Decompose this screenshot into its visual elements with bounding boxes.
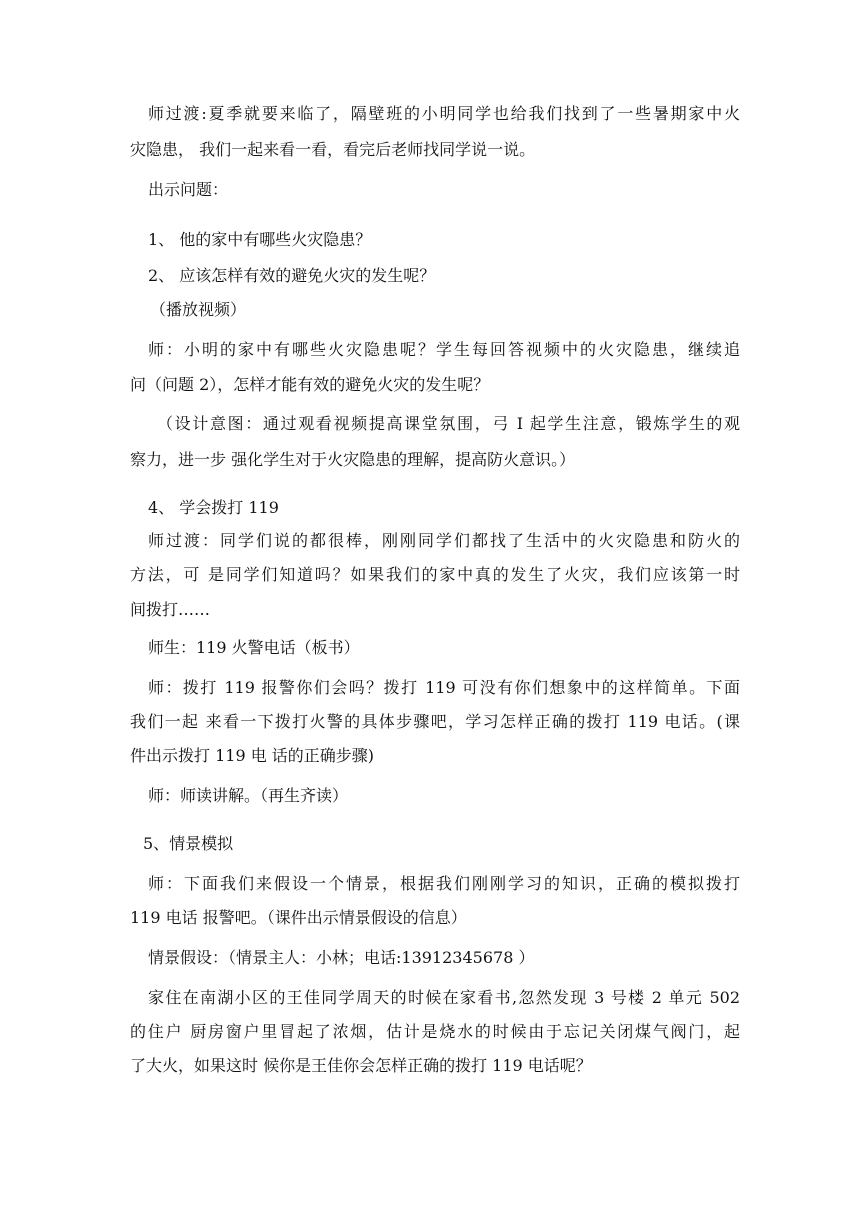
scenario-line-1: 家住在南湖小区的王佳同学周天的时候在家看书,忽然发现 3 号楼 2 单元 502 [148, 988, 740, 1007]
section-4-title: 4、 学会拨打 119 [148, 498, 279, 517]
question-2: 2、 应该怎样有效的避免火灾的发生呢？ [148, 266, 436, 285]
transition-1-line-1: 师过渡:夏季就要来临了，隔壁班的小明同学也给我们找到了一些暑期家中火 [148, 104, 740, 123]
scenario-line-3: 了大火，如果这时 候你是王佳你会怎样正确的拨打 119 电话呢？ [130, 1056, 592, 1075]
teacher-119-line-1: 师：拨打 119 报警你们会吗？拨打 119 可没有你们想象中的这样简单。下面 [148, 678, 740, 697]
transition-2-line-2: 方法，可 是同学们知道吗？如果我们的家中真的发生了火灾，我们应该第一时 [130, 565, 740, 584]
scenario-assumption: 情景假设：（情景主人：小林；电话:13912345678 ） [148, 948, 535, 967]
scenario-line-2: 的住户 厨房窗户里冒起了浓烟，估计是烧水的时候由于忘记关闭煤气阀门，起 [130, 1022, 740, 1041]
section-5-title: 5、情景模拟 [143, 834, 234, 853]
play-video-note: （播放视频） [150, 300, 247, 319]
transition-1-line-2: 灾隐患， 我们一起来看一看，看完后老师找同学说一说。 [130, 140, 536, 159]
design-intent-line-1: （设计意图：通过观看视频提高课堂氛围，弓 I 起学生注意，锻炼学生的观 [157, 414, 740, 433]
teacher-student-response: 师生：119 火警电话（板书） [148, 638, 360, 657]
show-questions-label: 出示问题： [148, 180, 229, 199]
transition-2-line-1: 师过渡：同学们说的都很棒，刚刚同学们都找了生活中的火灾隐患和防火的 [148, 531, 740, 550]
transition-2-line-3: 间拨打…… [130, 600, 211, 619]
teacher-question-line-2: 问（问题 2），怎样才能有效的避免火灾的发生呢？ [130, 375, 490, 394]
question-1: 1、 他的家中有哪些火灾隐患？ [148, 230, 372, 249]
design-intent-line-2: 察力，进一步 强化学生对于火灾隐患的理解，提高防火意识。） [130, 450, 576, 469]
teacher-119-line-3: 件出示拨打 119 电 话的正确步骤) [130, 746, 375, 765]
teacher-reading-note: 师：师读讲解。（再生齐读） [148, 786, 349, 805]
teacher-119-line-2: 我们一起 来看一下拨打火警的具体步骤吧，学习怎样正确的拨打 119 电话。(课 [130, 712, 740, 731]
teacher-question-line-1: 师：小明的家中有哪些火灾隐患呢？学生每回答视频中的火灾隐患，继续追 [148, 340, 740, 359]
scenario-intro-line-2: 119 电话 报警吧。（课件出示情景假设的信息） [130, 908, 467, 927]
scenario-intro-line-1: 师：下面我们来假设一个情景，根据我们刚刚学习的知识，正确的模拟拨打 [148, 874, 740, 893]
